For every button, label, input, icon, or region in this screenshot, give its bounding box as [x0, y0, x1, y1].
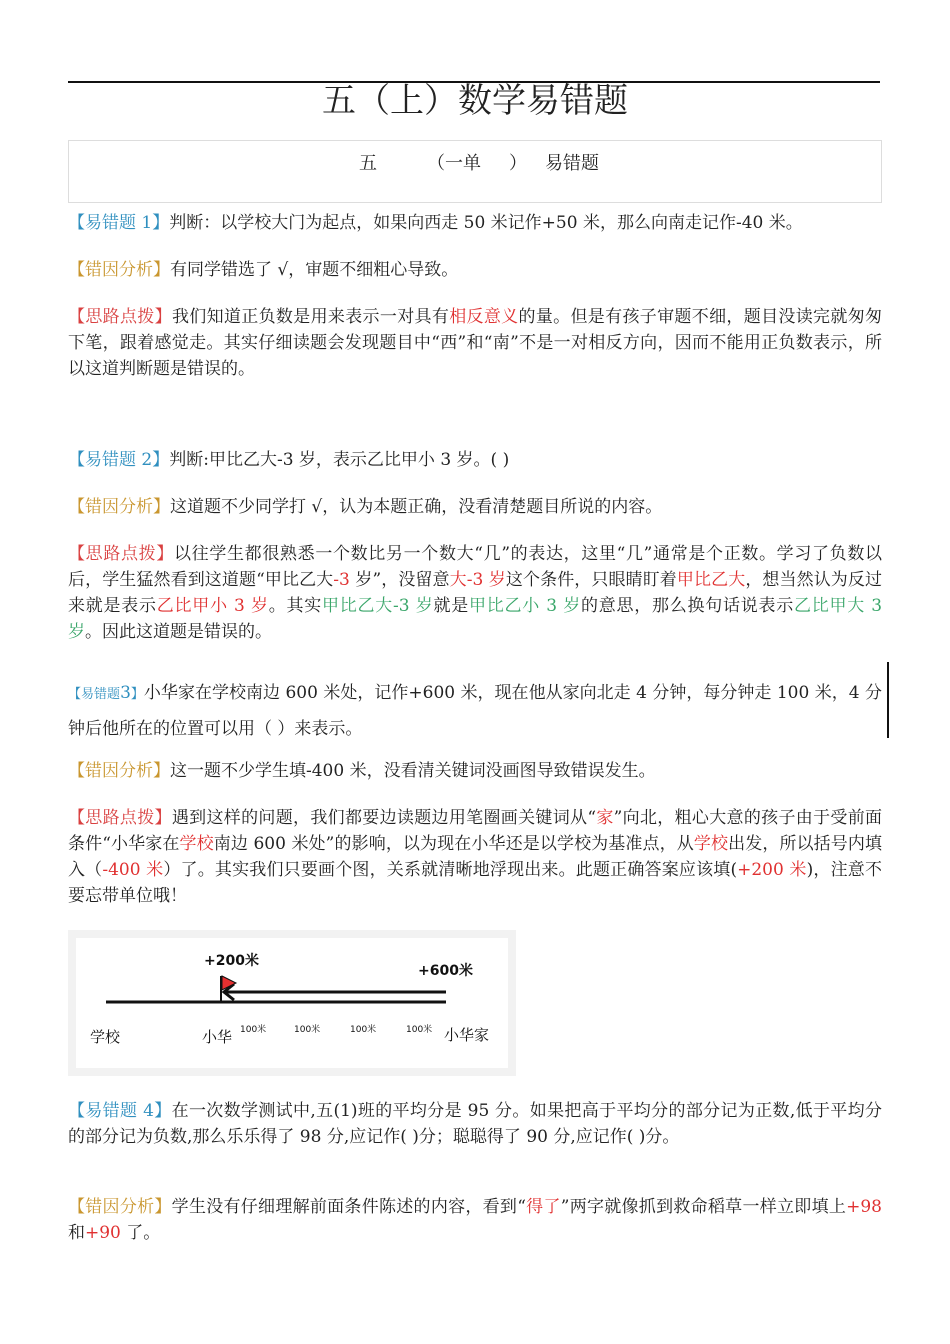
q4-e4: +98: [846, 1197, 883, 1217]
label-xiaohua: 小华: [202, 1028, 233, 1046]
q2-h6: 甲比乙大: [676, 570, 746, 590]
q1-hint-b: 的量。但是有孩子审题不细，题目没读完就匆匆下笔，跟着感觉走。其实仔细读题会发现题目中“西”和“南”不是一对相反方向，因而不能用正负数表示，所以这道判断题是错误的。: [68, 307, 883, 379]
q2-h9: 。其实: [268, 596, 322, 616]
q3-hint-tag: 【思路点拨】: [68, 808, 172, 828]
q4-e1: 学生没有仔细理解前面条件陈述的内容，看到“: [171, 1197, 526, 1217]
q3-error-analysis: [68, 758, 882, 784]
q1-hint: [68, 304, 882, 382]
seg-label-3: 100米: [350, 1025, 377, 1035]
q1-text: 判断：以学校大门为起点，如果向西走 50 米记作+50 米，那么向南走记作-40 米。: [169, 213, 803, 233]
q3-h8: -400 米: [102, 860, 164, 880]
q2-h12: 甲比乙小 3 岁: [469, 596, 581, 616]
seg-label-2: 100米: [294, 1025, 321, 1035]
q4-error-tag: 【错因分析】: [68, 1197, 172, 1217]
q3-error-text: 这一题不少学生填-400 米，没看清关键词没画图导致错误发生。: [170, 761, 656, 781]
q3-h2: 家: [596, 808, 614, 828]
q3-tag-b: 】: [130, 687, 144, 702]
q3-error-tag: 【错因分析】: [68, 761, 170, 781]
unit-label-five: 五: [359, 153, 377, 174]
q3-h5: 南边 600 米处”的影响，以为现在小华还是以学校为基准点，从: [213, 834, 694, 854]
q2-h14: 乙比甲大 3 岁: [68, 596, 883, 642]
label-home: 小华家: [444, 1026, 490, 1044]
label-school: 学校: [90, 1028, 121, 1046]
page-title: 五（上）数学易错题: [322, 81, 628, 121]
unit-label-one: （一单: [427, 153, 481, 174]
q1-question: [68, 210, 882, 236]
q2-hint: [68, 541, 882, 645]
q2-h13: 的意思，那么换句话说表示: [580, 596, 795, 616]
q4-e3: ”两字就像抓到救命稻草一样立即填上: [560, 1197, 847, 1217]
label-plus600: +600米: [418, 963, 473, 979]
seg-label-1: 100米: [240, 1025, 267, 1035]
q1-error-text: 有同学错选了 √，审题不细粗心导致。: [170, 260, 459, 280]
seg-label-4: 100米: [406, 1025, 433, 1035]
diagram-canvas: [76, 938, 508, 1068]
q4-e7: 了。: [120, 1223, 161, 1243]
q1-error-analysis: [68, 257, 882, 283]
q2-h15: 。因此这道题是错误的。: [85, 622, 272, 642]
q1-hint-a: 我们知道正负数是用来表示一对具有: [171, 307, 450, 327]
q3-hint: [68, 805, 882, 909]
q3-h6: 学校: [693, 834, 729, 854]
q2-h8: 乙比甲小 3 岁: [156, 596, 269, 616]
q3-h11: )，注意不要忘带单位哦！: [68, 860, 882, 906]
q2-hint-tag: 【思路点拨】: [68, 544, 174, 564]
unit-label-close: ）: [509, 153, 527, 174]
margin-bar: [887, 662, 889, 738]
q1-hint-red: 相反意义: [449, 307, 519, 327]
q2-error-analysis: [68, 494, 882, 520]
q2-tag: 【易错题 2】: [68, 450, 170, 470]
q2-h5: 这个条件，只眼睛盯着: [505, 570, 677, 590]
unit-header-box: [68, 140, 882, 203]
unit-label-title: 易错题: [545, 153, 599, 174]
q2-h1: 以往学生都很熟悉一个数比另一个数大“几”的表达，这里“几”通常是个正数。学习了负数以后，学生猛然看到这道题“甲比乙大: [68, 544, 883, 590]
q3-h10: +200 米: [737, 860, 807, 880]
q2-h7: ，想当然认为反过来就是表示: [68, 570, 883, 616]
q3-h1: 遇到这样的问题，我们都要边读题边用笔圈画关键词从“: [171, 808, 597, 828]
q1-hint-tag: 【思路点拨】: [68, 307, 172, 327]
q4-e6: +90: [85, 1223, 121, 1243]
q2-h4: 大-3 岁: [449, 570, 506, 590]
q4-question: [68, 1098, 882, 1150]
q4-e2: 得了: [525, 1197, 561, 1217]
q4-tag: 【易错题 4】: [68, 1101, 172, 1121]
q2-h11: 就是: [433, 596, 470, 616]
q2-question: [68, 447, 882, 473]
q4-text: 在一次数学测试中,五(1)班的平均分是 95 分。如果把高于平均分的部分记为正数,低于平均分的部分记为负数,那么乐乐得了 98 分,应记作( )分；聪聪得了 90 分,应记作( )分。: [68, 1101, 882, 1147]
q3-tag-num: 3: [120, 683, 131, 703]
q2-h3: 岁”，没留意: [349, 570, 450, 590]
q2-h2: -3: [333, 570, 350, 590]
q3-h7: 出发，所以括号内填入（: [68, 834, 883, 880]
q4-error-analysis: [68, 1194, 882, 1246]
label-plus200: +200米: [204, 953, 259, 969]
q4-e5: 和: [68, 1223, 85, 1243]
diagram-svg: [76, 938, 508, 1068]
q1-tag: 【易错题 1】: [68, 213, 170, 233]
q3-question: [68, 676, 882, 747]
q3-tag-a: 【易错题: [68, 687, 121, 702]
q2-error-text: 这道题不少同学打 √，认为本题正确，没看清楚题目所说的内容。: [170, 497, 663, 517]
q2-text: 判断:甲比乙大-3 岁，表示乙比甲小 3 岁。( ): [169, 450, 510, 470]
q1-error-tag: 【错因分析】: [68, 260, 170, 280]
q3-text: 小华家在学校南边 600 米处，记作+600 米，现在他从家向北走 4 分钟，每分钟走 100 米，4 分钟后他所在的位置可以用（ ）来表示。: [68, 683, 882, 739]
q3-h3: ”向北，粗心大意的孩子由于受前面条件“小华家在: [68, 808, 883, 854]
number-line-diagram: [68, 930, 516, 1076]
q2-h10: 甲比乙大-3 岁: [322, 596, 434, 616]
q3-h9: ）了。其实我们只要画个图，关系就清晰地浮现出来。此题正确答案应该填(: [163, 860, 738, 880]
q3-h4: 学校: [179, 834, 214, 854]
q2-error-tag: 【错因分析】: [68, 497, 170, 517]
